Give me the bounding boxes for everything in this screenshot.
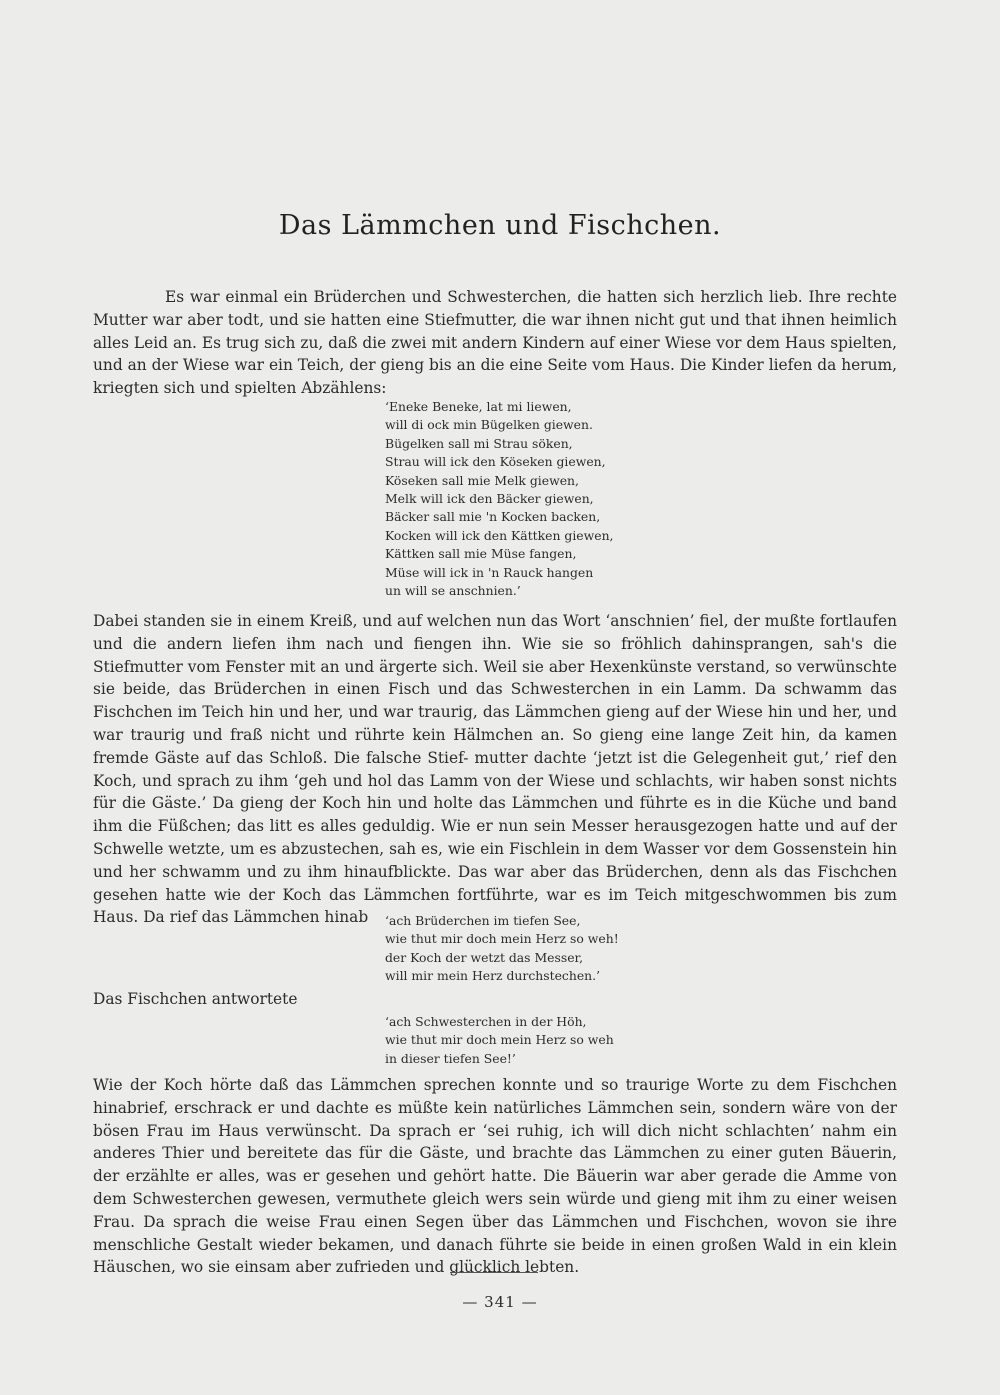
verse-line: will di ock min Bügelken giewen. — [385, 417, 593, 433]
verse-counting-rhyme — [385, 398, 645, 600]
verse-line: Bügelken sall mi Strau söken, — [385, 435, 573, 451]
page-number: — 341 — — [462, 1293, 538, 1311]
verse-line: in dieser tiefen See!’ — [385, 1050, 516, 1066]
page-title: Das Lämmchen und Fischchen. — [278, 210, 722, 241]
paragraph-4: Wie der Koch hörte daß das Lämmchen sprechen konnte und so traurige Worte zu dem Fischchen hinabrief, erschrack er und dachte es müßte kein natürliches Lämmchen sein, sondern wäre von der bösen Frau im Haus verwünscht. Da sprach er ‘sei ruhig, ich will dich nicht schlachten’ nahm ein anderes Thier und bereitete das für die Gäste, und brachte das Lämmchen zu einer guten Bäuerin, der erzählte er alles, was er gesehen und gehört hatte. Die Bäuerin war aber gerade die Amme von dem Schwesterchen gewesen, vermuthete gleich wers sein würde und gieng mit ihm zu einer weisen Frau. Da sprach die weise Frau einen Segen über das Lämmchen und Fischchen, wovon sie ihre menschliche Gestalt wieder bekamen, und danach führte sie beide in einen großen Wald in ein klein Häuschen, wo sie einsam aber zufrieden und glücklich lebten. — [93, 1076, 897, 1277]
verse-line: wie thut mir doch mein Herz so weh — [385, 1032, 614, 1048]
verse-line: un will se anschnien.’ — [385, 583, 521, 599]
paragraph-3: Das Fischchen antwortete — [93, 990, 298, 1008]
verse-line: will mir mein Herz durchstechen.’ — [385, 968, 601, 984]
verse-line: Strau will ick den Köseken giewen, — [385, 454, 606, 470]
verse-fish — [385, 1013, 645, 1068]
verse-line: Müse will ick in 'n Rauck hangen — [385, 564, 594, 580]
footer-rule — [450, 1272, 538, 1273]
verse-lamb — [385, 912, 645, 986]
paragraph-2: Dabei standen sie in einem Kreiß, und auf welchen nun das Wort ‘anschnien’ fiel, der mußte fortlaufen und die andern liefen ihm nach und fiengen ihn. Wie sie so fröhlich dahinsprangen, sah's die Stiefmutter vom Fenster mit an und ärgerte sich. Weil sie aber Hexenkünste verstand, so verwünschte sie beide, das Brüderchen in einen Fisch und das Schwesterchen in ein Lamm. Da schwamm das Fischchen im Teich hin und her, und war traurig, das Lämmchen gieng auf der Wiese hin und her, und war traurig und fraß nicht und rührte kein Hälmchen an. So gieng eine lange Zeit hin, da kamen fremde Gäste auf das Schloß. Die falsche Stief- mutter dachte ‘jetzt ist die Gelegenheit gut,’ rief den Koch, und sprach zu ihm ‘geh und hol das Lamm von der Wiese und schlachts, wir haben sonst nichts für die Gäste.’ Da gieng der Koch hin und holte das Lämmchen und führte es in die Küche und band ihm die Füßchen; das litt es alles geduldig. Wie er nun sein Messer herausgezogen hatte und auf der Schwelle wetzte, um es abzustechen, sah es, wie ein Fischlein in dem Wasser vor dem Gossenstein hin und her schwamm und zu ihm hinaufblickte. Das war aber das Brüderchen, denn als das Fischchen gesehen hatte wie der Koch das Lämmchen fortführte, war es im Teich mitgeschwommen bis zum Haus. Da rief das Lämmchen hinab — [93, 612, 897, 927]
verse-line: Bäcker sall mie 'n Kocken backen, — [385, 509, 601, 525]
verse-line: ‘Eneke Beneke, lat mi liewen, — [385, 399, 572, 414]
verse-line: der Koch der wetzt das Messer, — [385, 949, 584, 965]
verse-line: Köseken sall mie Melk giewen, — [385, 472, 579, 488]
verse-line: ‘ach Brüderchen im tiefen See, — [385, 913, 581, 928]
verse-line: Kättken sall mie Müse fangen, — [385, 546, 577, 562]
paragraph-1: Es war einmal ein Brüderchen und Schwesterchen, die hatten sich herzlich lieb. Ihre rechte Mutter war aber todt, und sie hatten eine Stiefmutter, die war ihnen nicht gut und that ihnen heimlich alles Leid an. Es trug sich zu, daß die zwei mit andern Kindern auf einer Wiese vor dem Haus spielten, und an der Wiese war ein Teich, der gieng bis an die eine Seite vom Haus. Die Kinder liefen da herum, kriegten sich und spielten Abzählens: — [93, 288, 897, 398]
verse-line: Melk will ick den Bäcker giewen, — [385, 491, 594, 507]
verse-line: Kocken will ick den Kättken giewen, — [385, 527, 614, 543]
verse-line: wie thut mir doch mein Herz so weh! — [385, 931, 619, 947]
verse-line: ‘ach Schwesterchen in der Höh, — [385, 1014, 587, 1029]
